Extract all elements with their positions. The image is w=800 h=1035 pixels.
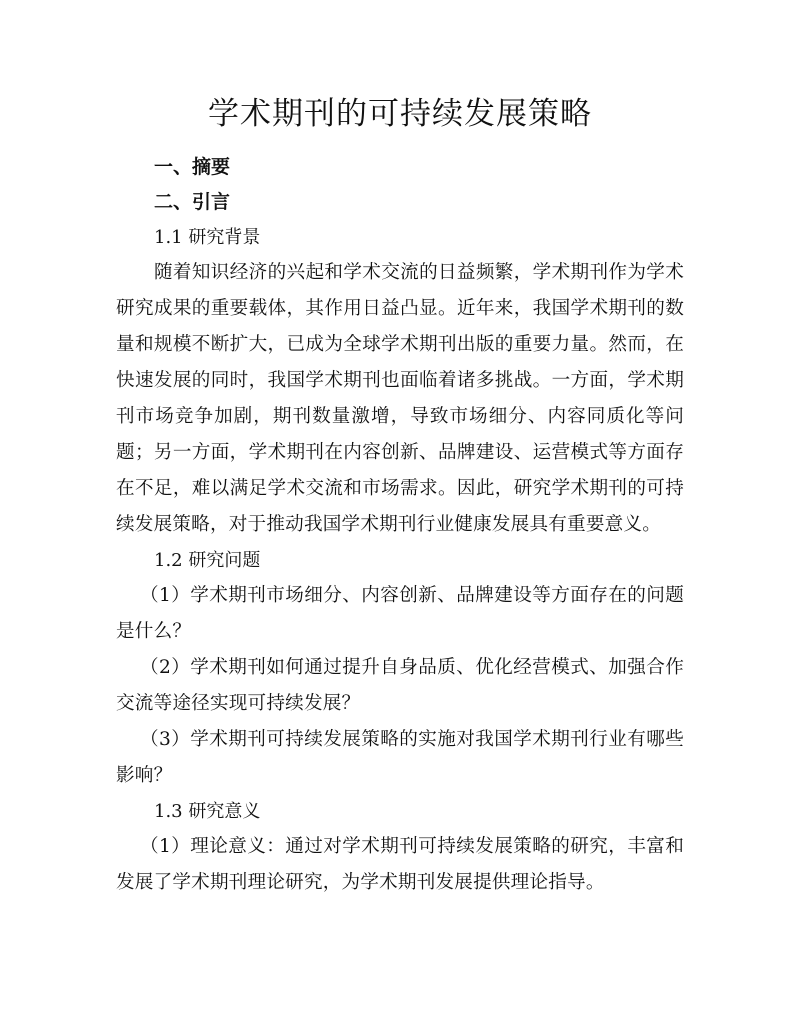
document-title: 学术期刊的可持续发展策略 — [208, 96, 592, 132]
section-heading-abstract: 一、摘要 — [154, 156, 231, 178]
research-question-3: （3）学术期刊可持续发展策略的实施对我国学术期刊行业有哪些影响？ — [116, 729, 684, 786]
research-question-2: （2）学术期刊如何通过提升自身品质、优化经营模式、加强合作交流等途径实现可持续发展？ — [116, 657, 684, 714]
research-question-1: （1）学术期刊市场细分、内容创新、品牌建设等方面存在的问题是什么？ — [116, 585, 684, 642]
section-heading-introduction: 二、引言 — [154, 191, 231, 213]
paragraph-research-background: 随着知识经济的兴起和学术交流的日益频繁，学术期刊作为学术研究成果的重要载体，其作用日益凸显。近年来，我国学术期刊的数量和规模不断扩大，已成为全球学术期刊出版的重要力量。然而，在快速发展的同时，我国学术期刊也面临着诸多挑战。一方面，学术期刊市场竞争加剧，期刊数量激增，导致市场细分、内容同质化等问题；另一方面，学术期刊在内容创新、品牌建设、运营模式等方面存在不足，难以满足学术交流和市场需求。因此，研究学术期刊的可持续发展策略，对于推动我国学术期刊行业健康发展具有重要意义。 — [116, 262, 684, 535]
research-significance-1: （1）理论意义：通过对学术期刊可持续发展策略的研究，丰富和发展了学术期刊理论研究，为学术期刊发展提供理论指导。 — [116, 836, 684, 893]
subsection-heading-research-background: 1.1 研究背景 — [154, 227, 261, 248]
subsection-heading-research-significance: 1.3 研究意义 — [154, 801, 261, 822]
subsection-heading-research-questions: 1.2 研究问题 — [154, 550, 261, 571]
